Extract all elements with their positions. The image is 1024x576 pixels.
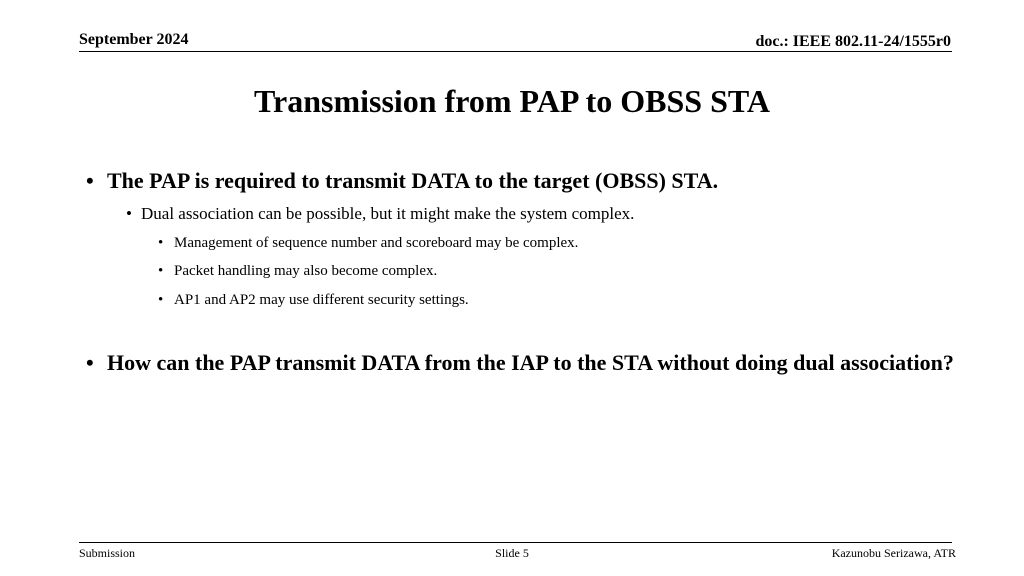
header-doc-id: doc.: IEEE 802.11-24/1555r0 (755, 33, 951, 50)
bullet-dot-icon: • (86, 168, 94, 193)
footer-slide-number: Slide 5 (495, 546, 529, 560)
bullet-text: AP1 and AP2 may use different security settings. (174, 292, 469, 308)
footer-divider (79, 542, 952, 543)
footer-author: Kazunobu Serizawa, ATR (831, 546, 956, 560)
header-date: September 2024 (79, 31, 189, 48)
footer-submission: Submission (79, 546, 136, 560)
bullet-text: Dual association can be possible, but it might make the system complex. (141, 204, 635, 223)
bullet-level3-item (158, 235, 578, 252)
bullet-level1-item (86, 168, 718, 194)
bullet-dot-icon: • (158, 235, 164, 251)
bullet-text: The PAP is required to transmit DATA to the target (OBSS) STA. (107, 168, 719, 193)
bullet-dot-icon: • (86, 350, 94, 375)
bullet-dot-icon: • (158, 292, 164, 308)
bullet-level3-item (158, 263, 437, 280)
bullet-text: How can the PAP transmit DATA from the IAP to the STA without doing dual association? (107, 350, 954, 375)
header-divider (79, 51, 952, 52)
slide-title: Transmission from PAP to OBSS STA (254, 83, 770, 119)
bullet-level3-item (158, 292, 469, 309)
bullet-text: Management of sequence number and scoreboard may be complex. (174, 235, 579, 251)
bullet-dot-icon: • (126, 204, 132, 223)
bullet-text: Packet handling may also become complex. (174, 263, 438, 279)
bullet-level2-item (126, 204, 634, 224)
bullet-dot-icon: • (158, 263, 164, 279)
bullet-level1-item (86, 347, 976, 378)
